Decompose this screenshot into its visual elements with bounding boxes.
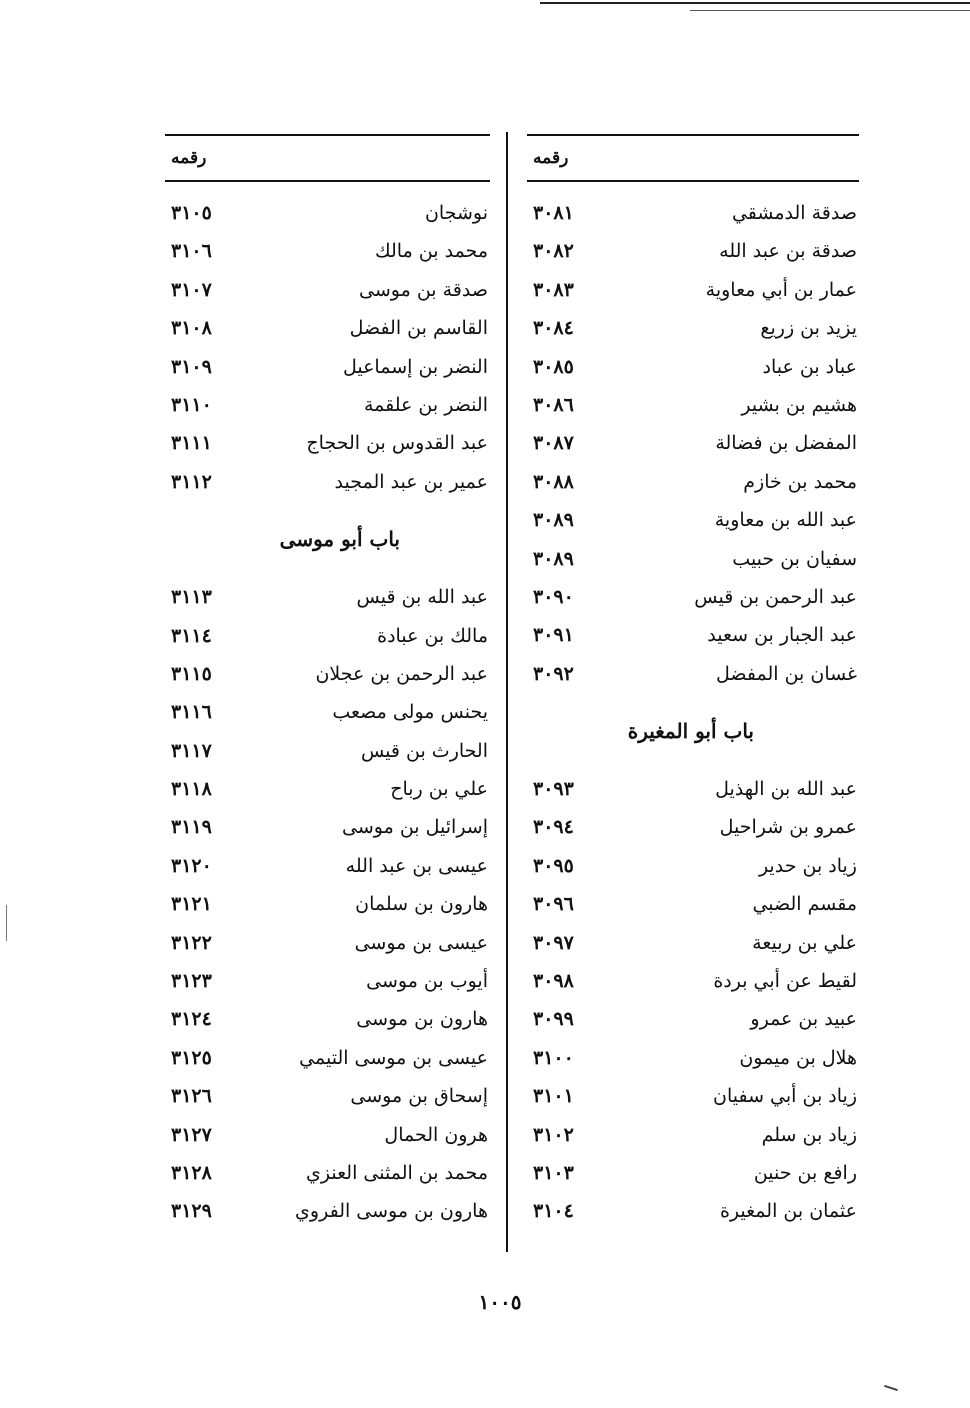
narrator-name: القاسم بن الفضل	[349, 317, 488, 340]
narrator-name: يحنس مولى مصعب	[332, 701, 488, 724]
narrator-name: علي بن ربيعة	[752, 931, 857, 954]
list-item	[527, 1194, 859, 1232]
hadith-number: ٣١١٢	[171, 470, 212, 493]
narrator-name: هرون الحمال	[384, 1123, 488, 1146]
narrator-name: محمد بن المثنى العنزي	[306, 1161, 488, 1184]
narrator-name: هلال بن ميمون	[739, 1046, 857, 1069]
narrator-name: النضر بن إسماعيل	[342, 355, 488, 378]
list-item	[527, 196, 859, 234]
narrator-name: هارون بن سلمان	[355, 893, 488, 916]
hadith-number: ٣١١٤	[171, 624, 212, 647]
narrator-name: محمد بن مالك	[375, 240, 488, 263]
narrator-name: إسحاق بن موسى	[350, 1085, 488, 1108]
hadith-number: ٣١٢٥	[171, 1046, 212, 1069]
narrator-name: زياد بن سلم	[761, 1123, 857, 1146]
hadith-number: ٣٠٨٩	[533, 547, 574, 570]
list-item	[527, 1156, 859, 1194]
hadith-number: ٣٠٨٦	[533, 393, 574, 416]
list-item	[527, 234, 859, 272]
hadith-number: ٣١٠٩	[171, 355, 212, 378]
narrator-name: عبد الله بن قيس	[356, 586, 488, 609]
right-list-b	[527, 772, 859, 1233]
narrator-name: هشيم بن بشير	[741, 393, 857, 416]
hadith-number: ٣٠٨٩	[533, 509, 574, 532]
header-number-label: رقمه	[533, 148, 569, 168]
narrator-name: نوشجان	[424, 202, 488, 224]
narrator-name: النضر بن علقمة	[363, 393, 488, 416]
list-item	[165, 311, 490, 349]
hadith-number: ٣٠٩٠	[533, 585, 574, 608]
hadith-number: ٣١١٨	[171, 778, 212, 801]
hadith-number: ٣٠٨٢	[533, 240, 574, 263]
list-item	[165, 426, 490, 464]
narrator-name: هارون بن موسى الفروي	[295, 1200, 488, 1223]
list-item	[165, 1079, 490, 1117]
hadith-number: ٣١٢٨	[171, 1161, 212, 1184]
narrator-name: هارون بن موسى	[356, 1008, 488, 1031]
list-item	[527, 964, 859, 1002]
list-item	[165, 1002, 490, 1040]
hadith-number: ٣١٢٩	[171, 1200, 212, 1223]
corner-mark	[884, 1385, 898, 1391]
narrator-name: زياد بن حدير	[758, 854, 857, 877]
narrator-name: عبيد بن عمرو	[750, 1008, 857, 1031]
section-heading	[527, 695, 859, 772]
list-item	[165, 350, 490, 388]
list-item	[165, 964, 490, 1002]
header-number-label: رقمه	[171, 148, 207, 168]
section-title: باب أبو المغيرة	[627, 719, 754, 744]
narrator-name: محمد بن خازم	[743, 470, 857, 493]
list-item	[165, 810, 490, 848]
list-item	[527, 1002, 859, 1040]
narrator-name: عثمان بن المغيرة	[719, 1200, 857, 1223]
list-item	[527, 580, 859, 618]
hadith-number: ٣١٠٧	[171, 278, 212, 301]
hadith-number: ٣١٢٢	[171, 931, 212, 954]
narrator-name: عبد الرحمن بن عجلان	[315, 662, 488, 685]
narrator-name: زياد بن أبي سفيان	[713, 1085, 857, 1108]
hadith-number: ٣٠٩١	[533, 624, 574, 647]
list-item	[527, 1079, 859, 1117]
column-header	[527, 136, 859, 180]
hadith-number: ٣١٠١	[533, 1085, 574, 1108]
list-item	[527, 1118, 859, 1156]
narrator-name: عيسى بن موسى التيمي	[299, 1046, 488, 1069]
list-item	[527, 887, 859, 925]
margin-mark	[6, 905, 7, 941]
hadith-number: ٣٠٩٩	[533, 1008, 574, 1031]
hadith-number: ٣٠٩٦	[533, 893, 574, 916]
hadith-number: ٣١٠٠	[533, 1046, 574, 1069]
list-item	[165, 388, 490, 426]
narrator-name: عمرو بن شراحيل	[719, 816, 857, 839]
hadith-number: ٣١٠٨	[171, 317, 212, 340]
left-column	[165, 134, 490, 1233]
list-item	[165, 465, 490, 503]
top-rule	[540, 2, 970, 4]
hadith-number: ٣١٢٣	[171, 970, 212, 993]
right-column	[527, 134, 859, 1233]
narrator-name: عباد بن عباد	[762, 355, 857, 378]
narrator-name: عمير بن عبد المجيد	[334, 470, 488, 493]
list-item	[527, 426, 859, 464]
list-item	[165, 1156, 490, 1194]
column-header	[165, 136, 490, 180]
list-item	[165, 695, 490, 733]
list-item	[527, 657, 859, 695]
hadith-number: ٣٠٩٨	[533, 970, 574, 993]
hadith-number: ٣٠٩٥	[533, 854, 574, 877]
narrator-name: صدقة الدمشقي	[731, 202, 857, 224]
hadith-number: ٣٠٩٧	[533, 931, 574, 954]
narrator-name: صدقة بن عبد الله	[719, 240, 857, 263]
section-heading	[165, 503, 490, 580]
narrator-name: الحارث بن قيس	[360, 739, 488, 762]
narrator-name: علي بن رباح	[390, 778, 488, 801]
list-item	[165, 1041, 490, 1079]
list-item	[527, 465, 859, 503]
list-item	[165, 196, 490, 234]
narrator-name: عمار بن أبي معاوية	[705, 278, 857, 301]
narrator-name: رافع بن حنين	[753, 1161, 857, 1184]
hadith-number: ٣٠٨٣	[533, 278, 574, 301]
hadith-number: ٣٠٩٤	[533, 816, 574, 839]
narrator-name: يزيد بن زريع	[760, 317, 857, 340]
hadith-number: ٣١٢٦	[171, 1085, 212, 1108]
hadith-number: ٣١١٦	[171, 701, 212, 724]
list-item	[527, 388, 859, 426]
narrator-name: المفضل بن فضالة	[715, 432, 857, 455]
hadith-number: ٣١٢٠	[171, 854, 212, 877]
list-item	[165, 657, 490, 695]
list-item	[165, 849, 490, 887]
hadith-number: ٣٠٨٤	[533, 317, 574, 340]
list-item	[527, 350, 859, 388]
hadith-number: ٣١٠٢	[533, 1123, 574, 1146]
hadith-number: ٣٠٨٨	[533, 470, 574, 493]
list-item	[527, 810, 859, 848]
list-item	[165, 1194, 490, 1232]
list-item	[165, 234, 490, 272]
narrator-name: سفيان بن حبيب	[732, 547, 857, 570]
narrator-name: عبد الجبار بن سعيد	[707, 624, 857, 647]
hadith-number: ٣٠٩٣	[533, 778, 574, 801]
hadith-number: ٣١١٩	[171, 816, 212, 839]
hadith-number: ٣٠٩٢	[533, 662, 574, 685]
narrator-name: عبد القدوس بن الحجاج	[306, 432, 488, 455]
narrator-name: صدقة بن موسى	[359, 278, 488, 301]
page-number: ١٠٠٥	[478, 1290, 522, 1314]
hadith-number: ٣١١٥	[171, 662, 212, 685]
narrator-name: عبد الله بن معاوية	[714, 509, 857, 532]
list-item	[165, 580, 490, 618]
list-item	[165, 734, 490, 772]
list-item	[165, 1118, 490, 1156]
hadith-number: ٣١٠٥	[171, 202, 212, 224]
narrator-name: عبد الله بن الهذيل	[715, 778, 857, 801]
list-item	[165, 619, 490, 657]
list-item	[527, 542, 859, 580]
list-item	[165, 772, 490, 810]
list-item	[527, 311, 859, 349]
hadith-number: ٣١١٧	[171, 739, 212, 762]
list-item	[527, 849, 859, 887]
right-list-a	[527, 196, 859, 695]
list-item	[527, 503, 859, 541]
column-divider	[506, 132, 508, 1252]
list-item	[527, 273, 859, 311]
list-item	[165, 273, 490, 311]
section-title: باب أبو موسى	[279, 527, 400, 552]
narrator-name: إسرائيل بن موسى	[342, 816, 488, 839]
hadith-number: ٣١٢١	[171, 893, 212, 916]
hadith-number: ٣١٠٤	[533, 1200, 574, 1223]
narrator-name: لقيط عن أبي بردة	[713, 970, 857, 993]
narrator-name: عبد الرحمن بن قيس	[694, 585, 857, 608]
narrator-name: عيسى بن عبد الله	[345, 854, 488, 877]
hadith-number: ٣١١٣	[171, 586, 212, 609]
narrator-name: مقسم الضبي	[752, 893, 857, 916]
left-list-b	[165, 580, 490, 1233]
hadith-number: ٣١٠٣	[533, 1161, 574, 1184]
top-rule-thin	[690, 10, 970, 11]
list-item	[527, 1041, 859, 1079]
hadith-number: ٣٠٨٥	[533, 355, 574, 378]
hadith-number: ٣١١١	[171, 432, 212, 455]
list-item	[165, 926, 490, 964]
narrator-name: أيوب بن موسى	[366, 970, 488, 993]
list-item	[165, 887, 490, 925]
list-item	[527, 772, 859, 810]
hadith-number: ٣١٢٤	[171, 1008, 212, 1031]
hadith-number: ٣٠٨١	[533, 202, 574, 224]
list-item	[527, 926, 859, 964]
narrator-name: عيسى بن موسى	[354, 931, 488, 954]
hadith-number: ٣١٠٦	[171, 240, 212, 263]
hadith-number: ٣١١٠	[171, 393, 212, 416]
list-item	[527, 618, 859, 656]
hadith-number: ٣٠٨٧	[533, 432, 574, 455]
narrator-name: مالك بن عبادة	[377, 624, 488, 647]
narrator-name: غسان بن المفضل	[716, 662, 857, 685]
left-list-a	[165, 196, 490, 503]
hadith-number: ٣١٢٧	[171, 1123, 212, 1146]
